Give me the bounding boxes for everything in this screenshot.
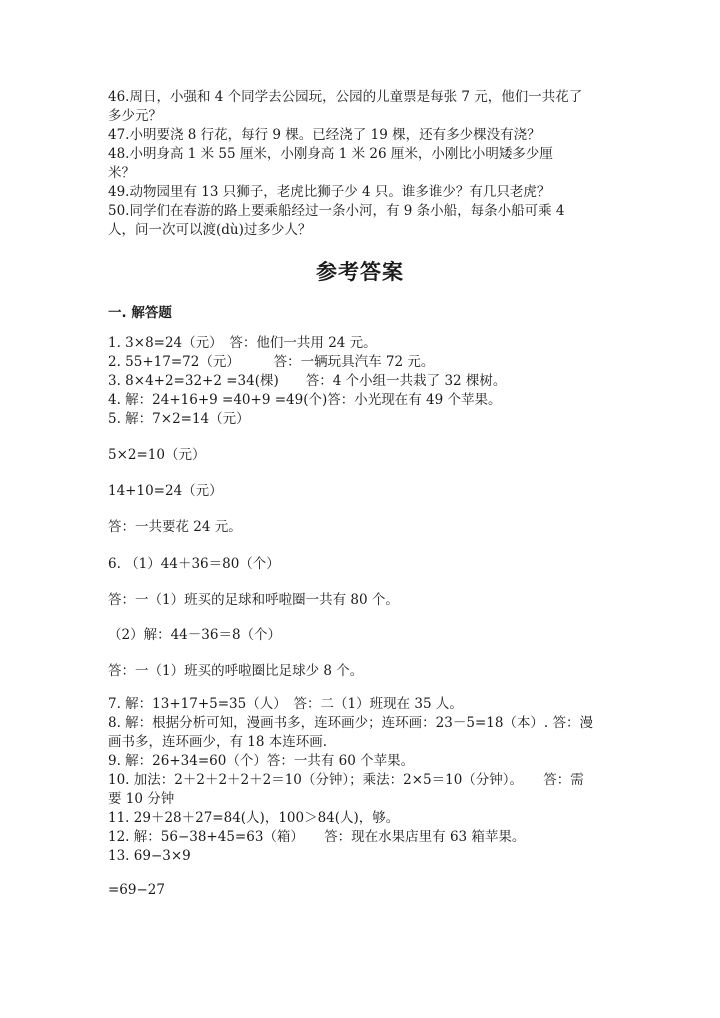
- answer-line: 12. 解：56−38+45=63（箱） 答：现在水果店里有 63 箱苹果。: [108, 829, 526, 845]
- question-46-line-2: 多少元？: [108, 108, 162, 124]
- section-title: 一. 解答题: [108, 305, 172, 321]
- answer-line: 5×2=10（元）: [108, 447, 206, 463]
- question-49-line-1: 49.动物园里有 13 只狮子，老虎比狮子少 4 只。谁多谁少？有几只老虎？: [108, 184, 551, 200]
- answer-line: 1. 3×8=24（元） 答：他们一共用 24 元。: [108, 335, 377, 351]
- question-50-line-1: 50.同学们在春游的路上要乘船经过一条小河，有 9 条小船，每条小船可乘 4: [108, 203, 565, 219]
- answer-line: 6. （1）44＋36＝80（个）: [108, 556, 280, 572]
- question-48: [108, 145, 620, 183]
- question-46-line-1: 46.周日，小强和 4 个同学去公园玩，公园的儿童票是每张 7 元，他们一共花了: [108, 89, 583, 105]
- answer-line: 答：一共要花 24 元。: [108, 519, 242, 535]
- answer-line: 答：一（1）班买的呼啦圈比足球少 8 个。: [108, 663, 364, 679]
- question-46: [108, 88, 620, 126]
- answer-line: 14+10=24（元）: [108, 483, 223, 499]
- answer-title: 参考答案: [316, 260, 404, 284]
- question-50-line-2: 人，问一次可以渡(dù)过多少人？: [108, 222, 312, 238]
- answer-line: 13. 69−3×9: [108, 848, 191, 864]
- answer-line: 9. 解：26+34=60（个）答：一共有 60 个苹果。: [108, 753, 415, 769]
- answer-line: （2）解：44－36＝8（个）: [108, 627, 282, 643]
- answer-line: 2. 55+17=72（元） 答：一辆玩具汽车 72 元。: [108, 354, 435, 370]
- answer-line: 要 10 分钟: [108, 791, 175, 807]
- question-50: [108, 202, 620, 240]
- answer-line: 3. 8×4+2=32+2 =34(棵) 答：4 个小组一共栽了 32 棵树。: [108, 373, 507, 389]
- answer-line: =69−27: [108, 882, 165, 898]
- answer-line: 5. 解：7×2=14（元）: [108, 411, 250, 427]
- question-48-line-2: 米？: [108, 165, 135, 181]
- question-47: [108, 126, 620, 145]
- question-49: [108, 183, 620, 202]
- answer-line: 11. 29＋28＋27=84(人)，100＞84(人)，够。: [108, 810, 400, 826]
- answer-line: 8. 解：根据分析可知，漫画书多，连环画少；连环画：23－5=18（本）. 答：漫: [108, 715, 594, 731]
- answer-line: 7. 解：13+17+5=35（人） 答：二（1）班现在 35 人。: [108, 696, 463, 712]
- question-47-line-1: 47.小明要浇 8 行花，每行 9 棵。已经浇了 19 棵，还有多少棵没有浇？: [108, 127, 541, 143]
- question-48-line-1: 48.小明身高 1 米 55 厘米，小刚身高 1 米 26 厘米，小刚比小明矮多少厘: [108, 146, 553, 162]
- answer-line: 4. 解：24+16+9 =40+9 =49(个)答：小光现在有 49 个苹果。: [108, 392, 502, 408]
- answer-line: 画书多，连环画少，有 18 本连环画.: [108, 734, 328, 750]
- answer-line: 答：一（1）班买的足球和呼啦圈一共有 80 个。: [108, 592, 399, 608]
- answer-line: 10. 加法：2＋2＋2＋2＋2＝10（分钟）；乘法：2×5＝10（分钟）。 答：需: [108, 772, 584, 788]
